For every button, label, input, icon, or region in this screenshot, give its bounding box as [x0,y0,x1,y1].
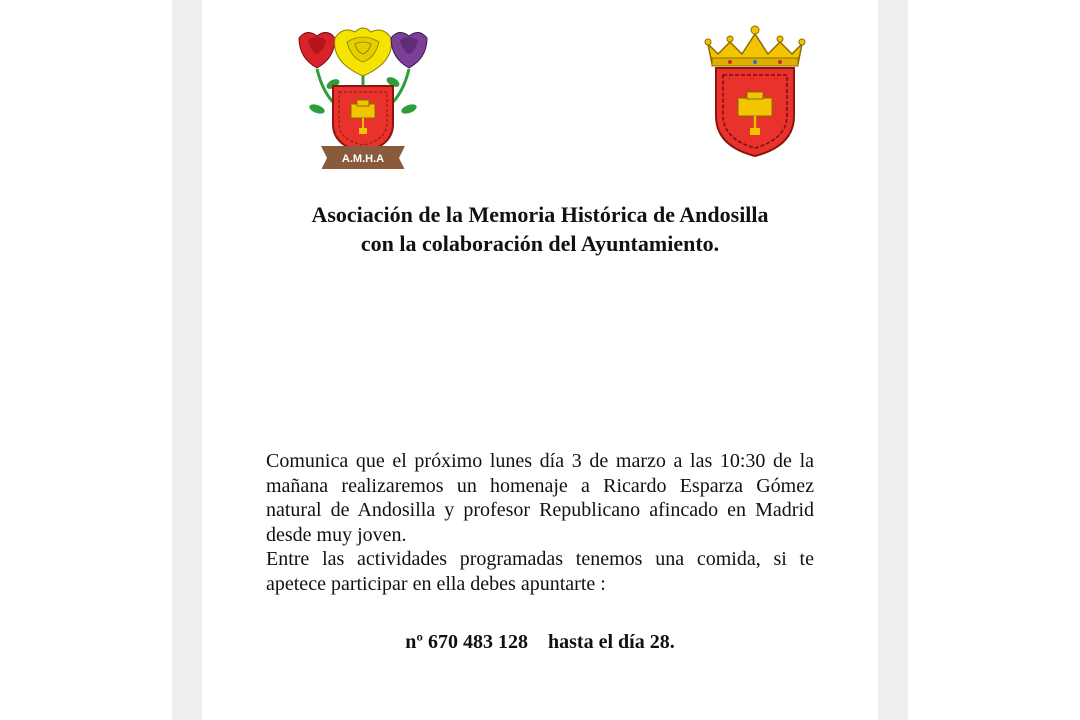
purple-rose-icon [391,32,427,68]
announcement-paragraph-1: Comunica que el próximo lunes día 3 de marzo a las 10:30 de la mañana realizaremos un homenaje a Ricardo Esparza Gómez natural de Andosilla y profesor Republicano afincado en Madrid desde muy joven. [266,450,814,546]
andosilla-coat-of-arms-logo [700,20,810,160]
amha-emblem-logo [293,24,433,169]
announcement-body [266,449,814,596]
red-rose-icon [299,32,335,68]
deadline: hasta el día 28. [548,631,675,653]
contact-line [202,631,878,654]
shield-icon [716,68,794,156]
right-gutter [878,0,908,720]
ribbon-label: A.M.H.A [341,153,385,165]
ribbon-banner [321,146,405,169]
page-heading [202,200,878,258]
phone-number: nº 670 483 128 [405,631,529,653]
document-page [202,0,878,720]
left-gutter [172,0,202,720]
shield-icon [333,86,393,152]
crown-icon [705,26,805,66]
heading-line-1: Asociación de la Memoria Histórica de Andosilla [311,202,769,227]
heading-line-2: con la colaboración del Ayuntamiento. [360,231,720,256]
announcement-paragraph-2: Entre las actividades programadas tenemos una comida, si te apetece participar en ella debes apuntarte : [266,548,814,595]
yellow-rose-icon [335,28,392,76]
